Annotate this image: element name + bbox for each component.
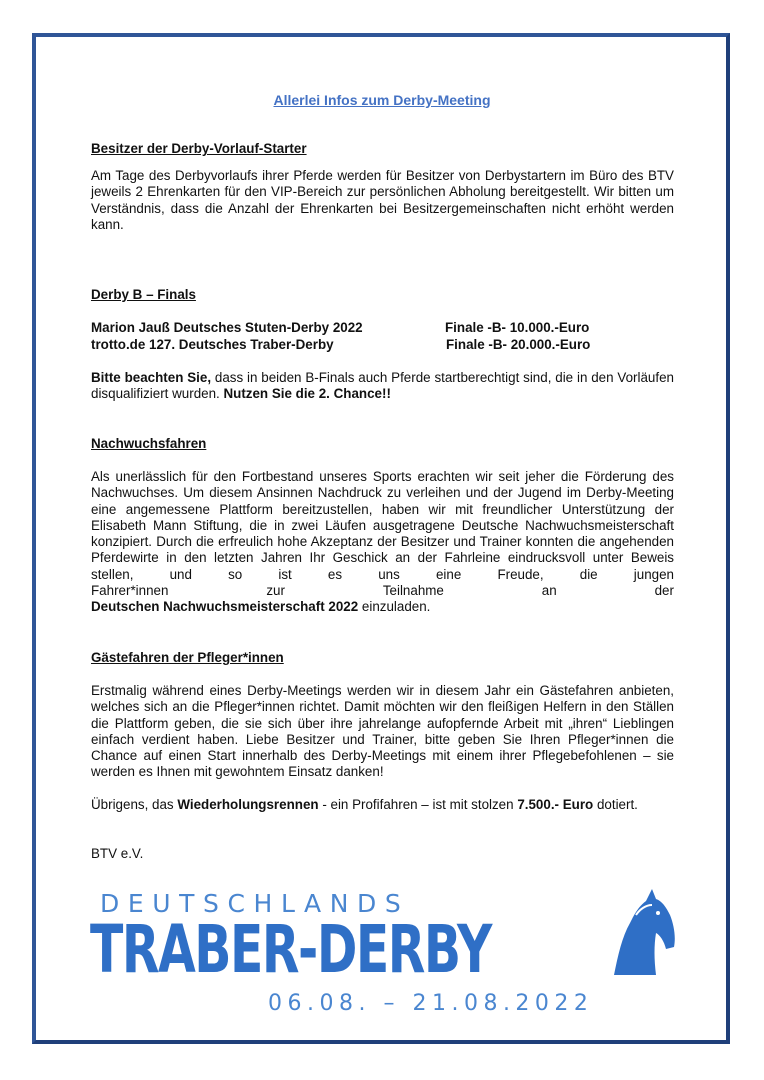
derby-logo — [0, 885, 764, 1025]
guests-extra-line — [91, 797, 674, 813]
finals-prize: Finale -B- 10.000.-Euro — [445, 320, 590, 335]
extra-prize: 7.500.- Euro — [517, 797, 594, 812]
section-text-youth: Als unerlässlich für den Fortbestand unseres Sports erachten wir seit jeher die Förderung des Nachwuchses. Um diesem Ansinnen Nachdruck zu verleihen und der Jugend im Derby-Meeting eine angemessene Plattform bereitzustellen, haben wir mit freundlicher Unterstützung der Elisabeth Mann Stiftung, die in zwei Läufen ausgetragene Deutsche Nachwuchsmeisterschaft konzipiert. Durch die erfreulich hohe Akzeptanz der Besitzer und Trainer konnten die angehenden Pferdewirte in den letzten Jahren Ihr Geschick an der Fahrleine eindrucksvoll unter Beweis stellen, und so ist es uns eine Freude, die jungen — [91, 469, 674, 582]
youth-spread-line — [91, 583, 674, 599]
finals-note-bold: Bitte beachten Sie, — [91, 370, 212, 385]
section-text-guests: Erstmalig während eines Derby-Meetings werden wir in diesem Jahr ein Gästefahren anbieten, welches sich an die Pfleger*innen richtet. Damit möchten wir den fleißigen Helfern in den Ställen die Plattform geben, die sie sich über ihre jahrelange aufopfernde Arbeit mit „ihren“ Lieblingen einfach verdient haben. Liebe Besitzer und Trainer, bitte geben Sie Ihren Pfleger*innen die Chance auf einen Start innerhalb des Derby-Meetings mit einem ihrer Pflegebefohlenen – sie werden es Ihnen mit gewohntem Einsatz danken! — [91, 683, 674, 780]
extra-race: Wiederholungsrennen — [177, 797, 319, 812]
finals-note — [91, 370, 674, 403]
finals-prize: Finale -B- 20.000.-Euro — [446, 337, 591, 352]
youth-word: an — [541, 583, 557, 599]
logo-dates: 06.08. – 21.08.2022 — [268, 991, 594, 1016]
extra-mid: - ein Profifahren – ist mit stolzen — [318, 797, 518, 812]
section-heading-youth: Nachwuchsfahren — [91, 436, 207, 451]
logo-main-text: TRABER-DERBY — [90, 911, 491, 988]
extra-post: dotiert. — [593, 797, 638, 812]
youth-end-line — [91, 599, 674, 615]
youth-word: Teilnahme — [382, 583, 444, 599]
youth-word: zur — [266, 583, 285, 599]
finals-race: Marion Jauß Deutsches Stuten-Derby 2022 — [91, 320, 363, 335]
extra-pre: Übrigens, das — [91, 797, 178, 812]
signature: BTV e.V. — [91, 846, 144, 861]
finals-race: trotto.de 127. Deutsches Traber-Derby — [91, 337, 334, 352]
youth-championship: Deutschen Nachwuchsmeisterschaft 2022 — [91, 599, 359, 615]
section-youth — [91, 469, 674, 616]
horse-head-icon — [608, 885, 678, 977]
section-heading-guests: Gästefahren der Pfleger*innen — [91, 650, 284, 665]
logo-top-text: DEUTSCHLANDS — [100, 889, 410, 918]
youth-end-text: einzuladen. — [358, 599, 431, 615]
section-heading-finals: Derby B – Finals — [91, 287, 196, 302]
finals-note-chance: Nutzen Sie die 2. Chance!! — [223, 386, 391, 402]
youth-word: Fahrer*innen — [91, 583, 169, 599]
finals-note-text: dass in beiden B-Finals auch Pferde startberechtigt sind, die in den Vorläufen disqualifiziert wurden. — [91, 370, 674, 402]
page-title: Allerlei Infos zum Derby-Meeting — [273, 92, 491, 108]
section-text-owners: Am Tage des Derbyvorlaufs ihrer Pferde werden für Besitzer von Derbystartern im Büro des BTV jeweils 2 Ehrenkarten für den VIP-Bereich zur persönlichen Abholung bereitgestellt. Wir bitten um Verständnis, dass die Anzahl der Ehrenkarten bei Besitzergemeinschaften nicht erhöht werden kann. — [91, 168, 674, 232]
section-heading-owners: Besitzer der Derby-Vorlauf-Starter — [91, 141, 307, 156]
youth-word: der — [654, 583, 674, 599]
